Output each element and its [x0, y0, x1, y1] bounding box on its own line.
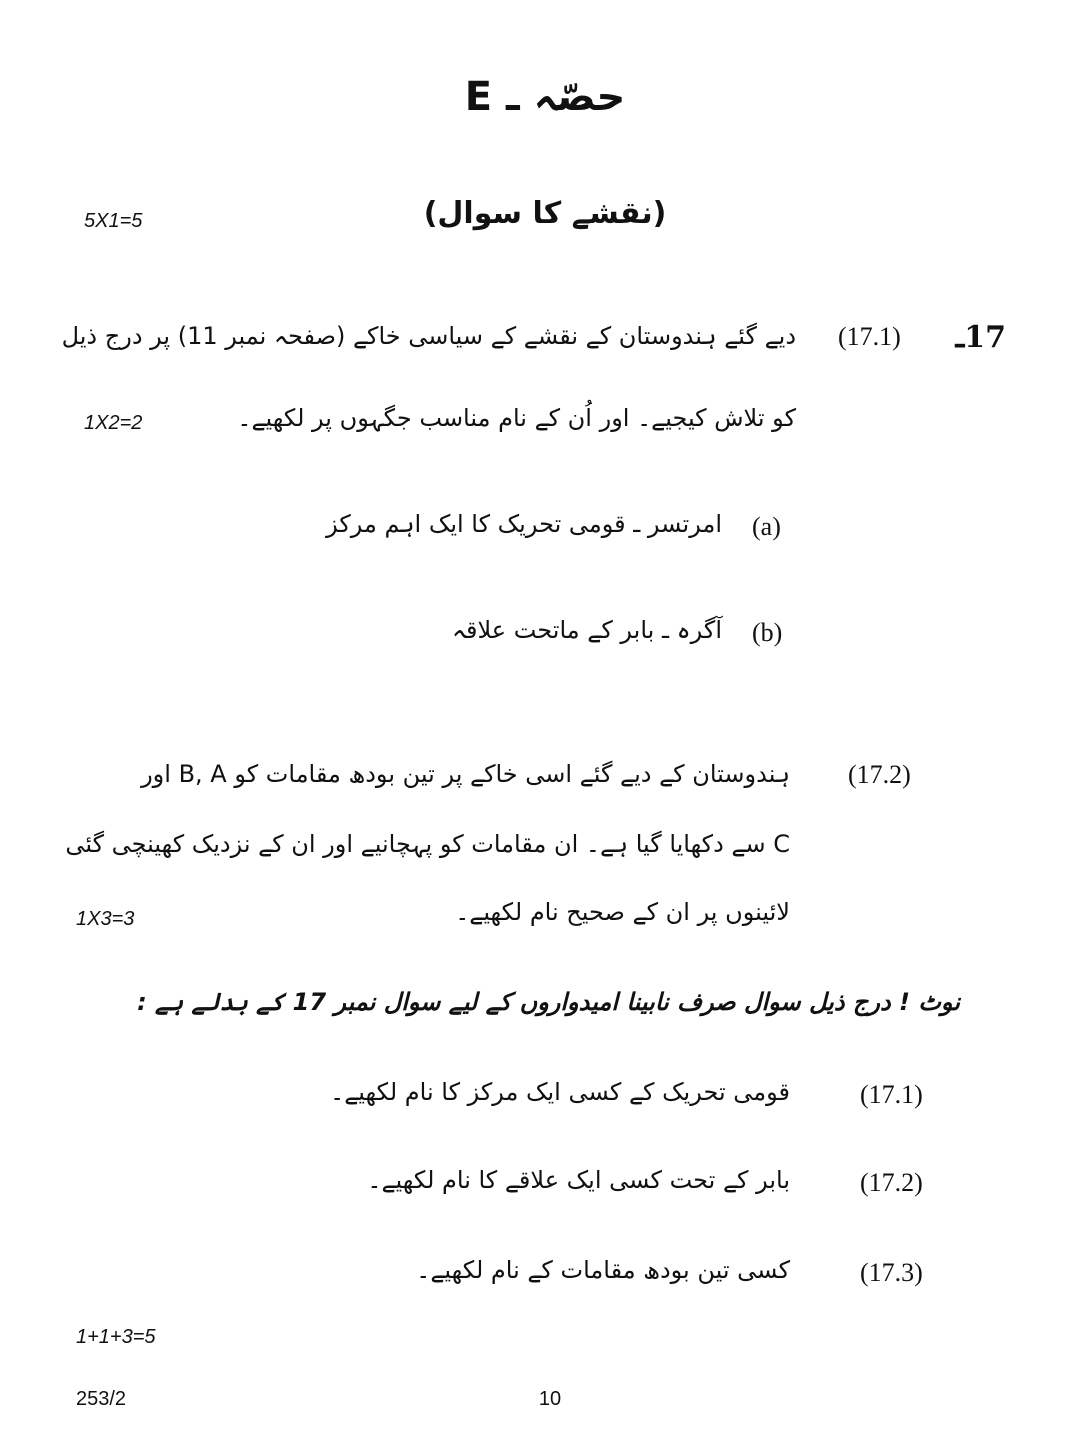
page-number: 10: [538, 1388, 562, 1410]
subquestion-17-1-marks: 1X2=2: [84, 412, 143, 434]
note-item-17-3-text: کسی تین بودھ مقامات کے نام لکھیے۔: [416, 1256, 790, 1284]
item-b-text: آگرہ ـ بابر کے ماتحت علاقہ: [451, 616, 722, 644]
note-item-17-1-number: (17.1): [860, 1080, 923, 1109]
note-text: نوٹ ! درج ذیل سوال صرف نابینا امیدواروں کے لیے سوال نمبر 17 کے بدلے ہے :: [137, 988, 960, 1016]
subquestion-17-2-number: (17.2): [848, 760, 911, 789]
section-title: حصّہ ـ E: [464, 74, 626, 120]
subquestion-17-2-line3: لائینوں پر ان کے صحیح نام لکھیے۔: [455, 898, 790, 926]
map-question-heading: (نقشے کا سوال): [423, 196, 667, 231]
note-item-17-3-number: (17.3): [860, 1258, 923, 1287]
note-item-17-1-text: قومی تحریک کے کسی ایک مرکز کا نام لکھیے۔: [330, 1078, 790, 1106]
paper-code: 253/2: [76, 1388, 127, 1410]
note-item-17-2-number: (17.2): [860, 1168, 923, 1197]
subquestion-17-2-line2: C سے دکھایا گیا ہے۔ ان مقامات کو پہچانیے اور ان کے نزدیک کھینچی گئی: [65, 830, 790, 858]
note-marks: 1+1+3=5: [76, 1326, 156, 1348]
subquestion-17-2-marks: 1X3=3: [76, 908, 135, 930]
item-b-label: (b): [752, 618, 783, 647]
subquestion-17-1-number: (17.1): [838, 322, 901, 351]
item-a-label: (a): [752, 512, 781, 541]
note-item-17-2-text: بابر کے تحت کسی ایک علاقے کا نام لکھیے۔: [367, 1166, 790, 1194]
question-number: 17ـ: [955, 320, 1006, 355]
item-a-text: امرتسر ـ قومی تحریک کا ایک اہم مرکز: [326, 510, 722, 538]
subquestion-17-1-line2: کو تلاش کیجیے۔ اور اُن کے نام مناسب جگہوں پر لکھیے۔: [237, 404, 796, 432]
map-question-marks: 5X1=5: [84, 210, 143, 232]
subquestion-17-2-line1: ہندوستان کے دیے گئے اسی خاکے پر تین بودھ مقامات کو B, A اور: [141, 760, 790, 788]
subquestion-17-1-line1: دیے گئے ہندوستان کے نقشے کے سیاسی خاکے (صفحہ نمبر 11) پر درج ذیل: [61, 322, 796, 350]
